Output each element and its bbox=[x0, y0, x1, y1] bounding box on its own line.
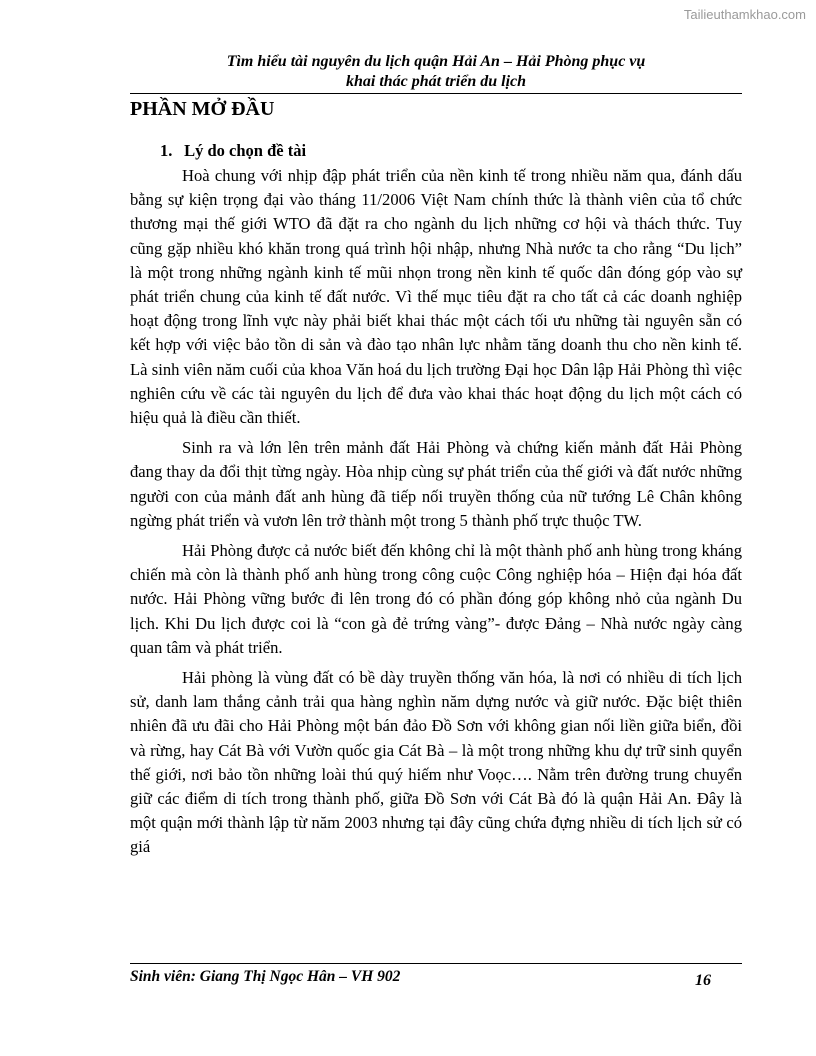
header-divider bbox=[130, 93, 742, 94]
subsection-number: 1. bbox=[160, 141, 173, 160]
watermark: Tailieuthamkhao.com bbox=[683, 7, 806, 22]
footer-divider bbox=[130, 963, 742, 964]
paragraph: Hải phòng là vùng đất có bề dày truyền thống văn hóa, là nơi có nhiều di tích lịch sử, danh lam thắng cảnh trải qua hàng nghìn năm dựng nước và giữ nước. Đặc biệt thiên nhiên đã ưu đãi cho Hải Phòng một bán đảo Đồ Sơn với không gian nối liền giữa biển, đồi và rừng, hay Cát Bà với Vườn quốc gia Cát Bà – là một trong những khu dự trữ sinh quyển thế giới, nơi bảo tồn những loài thú quý hiếm như Voọc…. Nằm trên đường trung chuyển giữ các điểm di tích trong thành phố, giữa Đồ Sơn với Cát Bà đó là quận Hải An. Đây là một quận mới thành lập từ năm 2003 nhưng tại đây cũng chứa đựng nhiều di tích lịch sử có giá bbox=[130, 668, 742, 857]
page-number: 16 bbox=[695, 972, 711, 989]
section-title: PHẦN MỞ ĐẦU bbox=[130, 98, 275, 120]
running-header bbox=[130, 52, 742, 92]
paragraph: Hải Phòng được cả nước biết đến không chỉ là một thành phố anh hùng trong kháng chiến mà còn là thành phố anh hùng trong công cuộc Công nghiệp hóa – Hiện đại hóa đất nước. Hải Phòng vững bước đi lên trong đó có phần đóng góp không nhỏ của ngành Du lịch. Khi Du lịch được coi là “con gà đẻ trứng vàng”- được Đảng – Nhà nước ngày càng quan tâm và phát triển. bbox=[130, 541, 742, 657]
subsection-heading bbox=[160, 141, 306, 161]
header-line-1: Tìm hiểu tài nguyên du lịch quận Hải An – Hải Phòng phục vụ bbox=[226, 53, 646, 70]
paragraph: Hoà chung với nhịp đập phát triển của nền kinh tế trong nhiều năm qua, đánh dấu bằng sự kiện trọng đại vào tháng 11/2006 Việt Nam chính thức là thành viên của tổ chức thương mại thế giới WTO đã đặt ra cho ngành du lịch những cơ hội và thách thức. Tuy cũng gặp nhiều khó khăn trong quá trình hội nhập, nhưng Nhà nước ta cho rằng “Du lịch” là một trong những ngành kinh tế mũi nhọn trong nền kinh tế quốc dân đóng góp vào sự phát triển chung của kinh tế đất nước. Vì thế mục tiêu đặt ra cho tất cả các doanh nghiệp hoạt động trong lĩnh vực này phải biết khai thác một cách tối ưu những tài nguyên sẵn có kết hợp với việc bảo tồn di sản và đào tạo nhân lực nhằm tăng doanh thu cho nền kinh tế. Là sinh viên năm cuối của khoa Văn hoá du lịch trường Đại học Dân lập Hải Phòng thì việc nghiên cứu về các tài nguyên du lịch để đưa vào khai thác hoạt động du lịch một cách có hiệu quả là điều cần thiết. bbox=[130, 166, 742, 428]
body-text bbox=[130, 164, 742, 866]
subsection-title: Lý do chọn đề tài bbox=[184, 141, 307, 160]
paragraph: Sinh ra và lớn lên trên mảnh đất Hải Phòng và chứng kiến mảnh đất Hải Phòng đang thay da đổi thịt từng ngày. Hòa nhịp cùng sự phát triển của thế giới và đất nước những người con của mảnh đất anh hùng đã tiếp nối truyền thống của nữ tướng Lê Chân không ngừng phát triển và vươn lên trở thành một trong 5 thành phố trực thuộc TW. bbox=[130, 438, 742, 530]
header-line-2: khai thác phát triển du lịch bbox=[345, 73, 527, 90]
footer-student: Sinh viên: Giang Thị Ngọc Hân – VH 902 bbox=[130, 968, 401, 985]
